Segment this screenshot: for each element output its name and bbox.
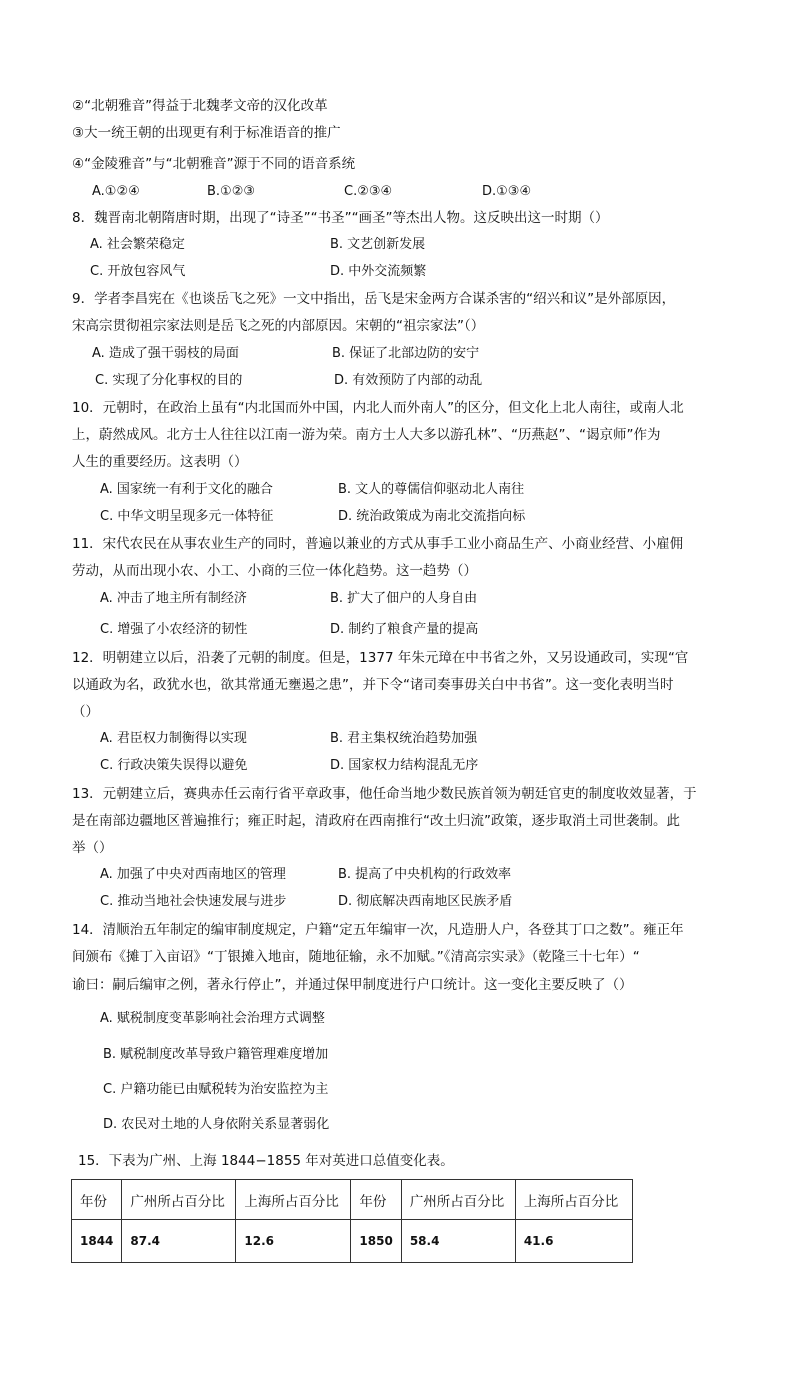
q8-option-a: A. 社会繁荣稳定 <box>90 237 185 252</box>
q8-option-c: C. 开放包容风气 <box>90 264 186 279</box>
q7-option-a: A.①②④ <box>92 184 140 199</box>
q11-option-a: A. 冲击了地主所有制经济 <box>100 591 247 606</box>
q10-option-a: A. 国家统一有利于文化的融合 <box>100 482 273 497</box>
q10-stem-line1: 10．元朝时，在政治上虽有“内北国而外中国，内北人而外南人”的区分，但文化上北人南往，或南人北 <box>72 400 684 416</box>
table-cell: 1844 <box>72 1220 122 1263</box>
table-cell: 87.4 <box>122 1220 236 1263</box>
q9-option-c: C. 实现了分化事权的目的 <box>95 373 243 388</box>
q14-option-d: D. 农民对土地的人身依附关系显著弱化 <box>103 1117 330 1132</box>
q9-stem-line1: 9．学者李昌宪在《也谈岳飞之死》一文中指出，岳飞是宋金两方合谋杀害的“绍兴和议”是外部原因， <box>72 291 676 307</box>
q12-stem-line3: （） <box>72 704 99 720</box>
q9-stem-line2: 宋高宗贯彻祖宗家法则是岳飞之死的内部原因。宋朝的“祖宗家法”（） <box>72 318 485 334</box>
q12-stem-line2: 以通政为名，政犹水也，欲其常通无壅遏之患”，并下令“诸司奏事毋关白中书省”。这一变化表明当时 <box>72 677 674 693</box>
q14-stem-line1: 14．清顺治五年制定的编审制度规定，户籍“定五年编审一次，凡造册人户，各登其丁口之数”。雍正年 <box>72 922 684 938</box>
q10-stem-line3: 人生的重要经历。这表明（） <box>72 454 248 470</box>
q14-stem-line2: 间颁布《摊丁入亩诏》“丁银摊入地亩，随地征输，永不加赋。”《清高宗实录》（乾隆三十七年）“ <box>72 949 640 965</box>
q12-option-d: D. 国家权力结构混乱无序 <box>330 758 479 773</box>
q9-option-d: D. 有效预防了内部的动乱 <box>334 373 483 388</box>
q11-stem-line2: 劳动，从而出现小农、小工、小商的三位一体化趋势。这一趋势（） <box>72 563 477 579</box>
q8-stem: 8．魏晋南北朝隋唐时期，出现了“诗圣”“书圣”“画圣”等杰出人物。这反映出这一时期（） <box>72 210 609 226</box>
q11-stem-line1: 11．宋代农民在从事农业生产的同时，普遍以兼业的方式从事手工业小商品生产、小商业经营、小雇佣 <box>72 536 684 552</box>
table-header-cell: 年份 <box>72 1180 122 1220</box>
table-cell: 58.4 <box>401 1220 515 1263</box>
q15-table <box>71 1179 633 1263</box>
q13-option-d: D. 彻底解决西南地区民族矛盾 <box>338 894 513 909</box>
table-header-cell: 广州所占百分比 <box>122 1180 236 1220</box>
q13-stem-line3: 举（） <box>72 840 113 856</box>
q14-option-c: C. 户籍功能已由赋税转为治安监控为主 <box>103 1082 329 1097</box>
table-header-cell: 上海所占百分比 <box>515 1180 632 1220</box>
q14-option-a: A. 赋税制度变革影响社会治理方式调整 <box>100 1011 325 1026</box>
q12-option-b: B. 君主集权统治趋势加强 <box>330 731 478 746</box>
q12-option-c: C. 行政决策失误得以避免 <box>100 758 248 773</box>
q13-stem-line1: 13．元朝建立后，赛典赤任云南行省平章政事，他任命当地少数民族首领为朝廷官吏的制度收效显著，于 <box>72 786 697 802</box>
q10-option-b: B. 文人的尊儒信仰驱动北人南往 <box>338 482 525 497</box>
q9-option-b: B. 保证了北部边防的安宁 <box>332 346 480 361</box>
table-cell: 1850 <box>351 1220 401 1263</box>
q7-option-d: D.①③④ <box>482 184 532 199</box>
q10-stem-line2: 上，蔚然成风。北方士人往往以江南一游为荣。南方士人大多以游孔林”、“历燕赵”、“谒京师”作为 <box>72 427 661 443</box>
table-header-cell: 广州所占百分比 <box>401 1180 515 1220</box>
q9-option-a: A. 造成了强干弱枝的局面 <box>92 346 239 361</box>
q11-option-b: B. 扩大了佃户的人身自由 <box>330 591 478 606</box>
q10-option-c: C. 中华文明呈现多元一体特征 <box>100 509 274 524</box>
table-header-row <box>72 1180 633 1220</box>
q7-option-b: B.①②③ <box>207 184 256 199</box>
q11-option-d: D. 制约了粮食产量的提高 <box>330 622 479 637</box>
q8-option-d: D. 中外交流频繁 <box>330 264 427 279</box>
q13-stem-line2: 是在南部边疆地区普遍推行；雍正时起，清政府在西南推行“改土归流”政策，逐步取消土司世袭制。此 <box>72 813 680 829</box>
q12-option-a: A. 君臣权力制衡得以实现 <box>100 731 247 746</box>
table-header-cell: 年份 <box>351 1180 401 1220</box>
table-cell: 41.6 <box>515 1220 632 1263</box>
statement-2: ②“北朝雅音”得益于北魏孝文帝的汉化改革 <box>72 98 328 114</box>
q8-option-b: B. 文艺创新发展 <box>330 237 426 252</box>
q12-stem-line1: 12．明朝建立以后，沿袭了元朝的制度。但是，1377 年朱元璋在中书省之外，又另设通政司，实现“官 <box>72 650 689 666</box>
statement-3: ③大一统王朝的出现更有利于标准语音的推广 <box>72 125 341 141</box>
q11-option-c: C. 增强了小农经济的韧性 <box>100 622 248 637</box>
q7-option-c: C.②③④ <box>344 184 393 199</box>
table-row <box>72 1220 633 1263</box>
q10-option-d: D. 统治政策成为南北交流指向标 <box>338 509 526 524</box>
q13-option-b: B. 提高了中央机构的行政效率 <box>338 867 512 882</box>
q13-option-a: A. 加强了中央对西南地区的管理 <box>100 867 286 882</box>
table-cell: 12.6 <box>236 1220 351 1263</box>
q14-stem-line3: 谕曰：嗣后编审之例，著永行停止”，并通过保甲制度进行户口统计。这一变化主要反映了（） <box>72 977 633 993</box>
q15-stem: 15．下表为广州、上海 1844−1855 年对英进口总值变化表。 <box>78 1153 454 1169</box>
q14-option-b: B. 赋税制度改革导致户籍管理难度增加 <box>103 1047 329 1062</box>
q13-option-c: C. 推动当地社会快速发展与进步 <box>100 894 287 909</box>
statement-4: ④“金陵雅音”与“北朝雅音”源于不同的语音系统 <box>72 156 356 172</box>
table-header-cell: 上海所占百分比 <box>236 1180 351 1220</box>
